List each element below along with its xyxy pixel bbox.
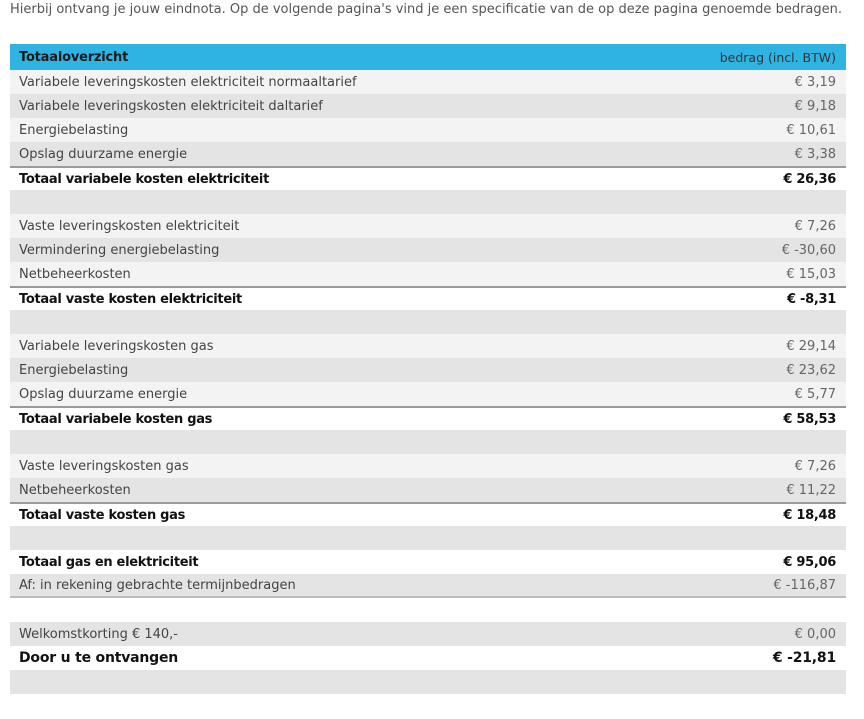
row-label: Door u te ontvangen (19, 650, 179, 666)
row-label: Totaal vaste kosten gas (19, 507, 186, 523)
row-amount: € 26,36 (783, 171, 836, 187)
row-label: Opslag duurzame energie (19, 386, 188, 402)
row-label: Energiebelasting (19, 362, 129, 378)
spacer-row (10, 526, 846, 550)
row-label: Variabele leveringskosten gas (19, 338, 214, 354)
subtotal-row (10, 502, 846, 526)
table-header (10, 44, 846, 70)
row-amount: € -116,87 (773, 577, 836, 593)
table-row (10, 214, 846, 238)
row-amount: € -21,81 (772, 650, 836, 666)
row-label: Totaal vaste kosten elektriciteit (19, 291, 242, 307)
spacer-row (10, 598, 846, 622)
row-label: Energiebelasting (19, 122, 129, 138)
table-row (10, 238, 846, 262)
table-row (10, 262, 846, 286)
row-label: Netbeheerkosten (19, 482, 131, 498)
table-row (10, 622, 846, 646)
row-label: Totaal variabele kosten gas (19, 411, 213, 427)
row-amount: € 7,26 (794, 218, 836, 234)
row-label: Vermindering energiebelasting (19, 242, 220, 258)
row-amount: € 23,62 (786, 362, 836, 378)
row-amount: € -30,60 (781, 242, 836, 258)
table-row (10, 478, 846, 502)
table-row (10, 334, 846, 358)
row-amount: € 15,03 (786, 266, 836, 282)
table-title: Totaaloverzicht (19, 49, 129, 65)
table-row (10, 142, 846, 166)
row-label: Welkomstkorting € 140,- (19, 626, 178, 642)
row-label: Totaal gas en elektriciteit (19, 554, 199, 570)
spacer-row (10, 190, 846, 214)
amount-column-header: bedrag (incl. BTW) (719, 49, 836, 65)
spacer-row (10, 430, 846, 454)
row-amount: € 7,26 (794, 458, 836, 474)
row-amount: € 3,19 (794, 74, 836, 90)
table-row (10, 70, 846, 94)
table-row (10, 454, 846, 478)
row-label: Vaste leveringskosten gas (19, 458, 189, 474)
row-label: Variabele leveringskosten elektriciteit normaaltarief (19, 74, 357, 90)
row-label: Vaste leveringskosten elektriciteit (19, 218, 240, 234)
table-row (10, 358, 846, 382)
grand-total-row (10, 646, 846, 670)
row-label: Variabele leveringskosten elektriciteit daltarief (19, 98, 323, 114)
row-amount: € 9,18 (794, 98, 836, 114)
table-row (10, 382, 846, 406)
row-label: Netbeheerkosten (19, 266, 131, 282)
row-amount: € 10,61 (786, 122, 836, 138)
total-gas-electricity-row (10, 550, 846, 574)
row-amount: € -8,31 (787, 291, 836, 307)
table-row (10, 574, 846, 598)
row-label: Totaal variabele kosten elektriciteit (19, 171, 269, 187)
row-amount: € 58,53 (783, 411, 836, 427)
row-amount: € 95,06 (783, 554, 836, 570)
spacer-row (10, 670, 846, 694)
row-amount: € 3,38 (794, 146, 836, 162)
intro-text: Hierbij ontvang je jouw eindnota. Op de volgende pagina's vind je een specificatie van de op deze pagina genoemde bedragen. (10, 2, 842, 17)
table-row (10, 118, 846, 142)
row-amount: € 18,48 (783, 507, 836, 523)
subtotal-row (10, 166, 846, 190)
row-amount: € 0,00 (794, 626, 836, 642)
summary-table (10, 44, 846, 694)
row-amount: € 11,22 (786, 482, 836, 498)
row-label: Af: in rekening gebrachte termijnbedragen (19, 577, 296, 593)
subtotal-row (10, 286, 846, 310)
table-row (10, 94, 846, 118)
subtotal-row (10, 406, 846, 430)
row-amount: € 29,14 (786, 338, 836, 354)
row-label: Opslag duurzame energie (19, 146, 188, 162)
spacer-row (10, 310, 846, 334)
row-amount: € 5,77 (794, 386, 836, 402)
